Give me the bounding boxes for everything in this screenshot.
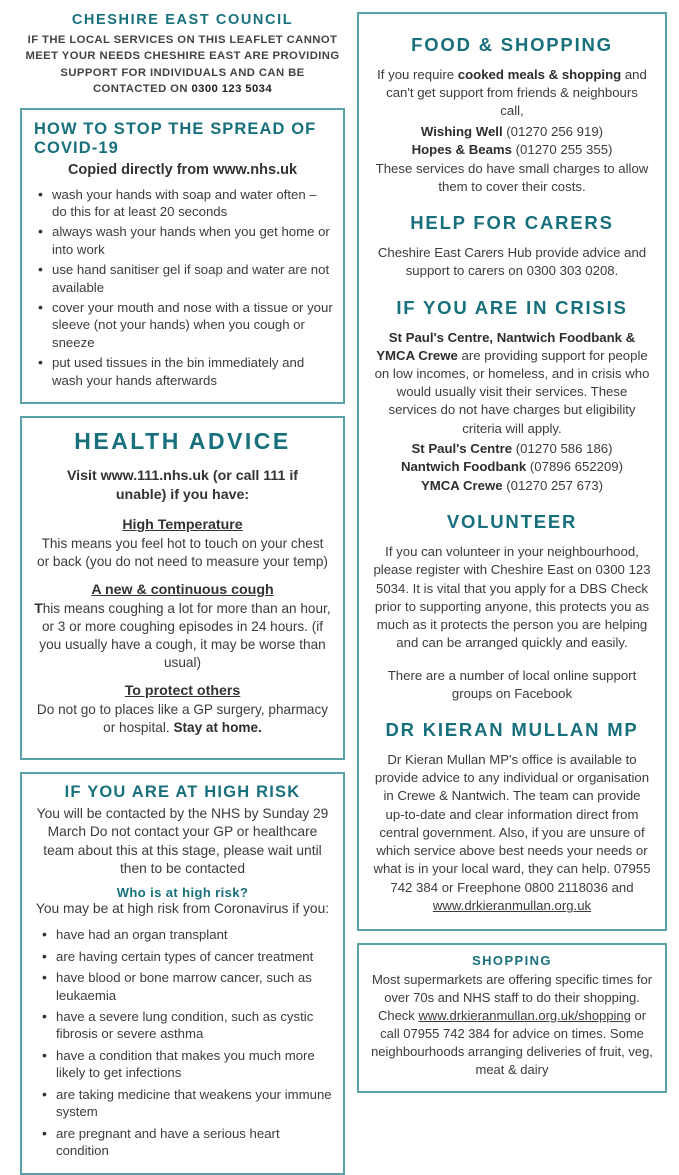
high-risk-para: You will be contacted by the NHS by Sunday 29 March Do not contact your GP or healthcare team about this at this stage, please wait until then to be contacted [36,805,329,877]
hopes-beams-line [373,141,651,159]
bullet-item: • put used tissues in the bin immediately and wash your hands afterwards [38,354,333,389]
council-title: CHESHIRE EAST COUNCIL [71,12,294,28]
food-charges-note: These services do have small charges to allow them to cover their costs. [375,160,649,194]
high-temperature-heading: High Temperature [122,517,243,534]
st-pauls-name: St Paul's Centre [411,440,513,456]
volunteer-para: If you can volunteer in your neighbourhood, please register with Cheshire East on 0300 123 5034. It is vital that you apply for a DBS Check prior to supporting anyone, this protects you as much as it protects the person you are helping and can be arranged quickly and easily. [373,544,651,651]
spread-bullet-list [32,186,333,390]
council-header [20,12,345,98]
council-intro-body: IF THE LOCAL SERVICES ON THIS LEAFLET CANNOT MEET YOUR NEEDS CHESHIRE EAST ARE PROVIDING SUPPORT FOR INDIVIDUALS AND CAN BE CONTACTED ON [25,34,340,96]
bullet-item: • wash your hands with soap and water often – do this for at least 20 seconds [38,186,333,221]
shopping-text-2: or call 07955 742 384 for advice on times. Some neighbourhoods arranging deliveries of fruit, veg, meat & dairy [371,1007,653,1077]
stay-at-home-text: Stay at home. [173,720,262,736]
mp-website-link[interactable]: www.drkieranmullan.org.uk [432,897,592,913]
spread-box [20,108,345,405]
hopes-beams-name: Hopes & Beams [411,142,512,158]
nantwich-foodbank-line [373,458,651,476]
bullet-item: • have had an organ transplant [42,926,333,943]
bullet-item: • are pregnant and have a serious heart condition [42,1125,333,1160]
food-text-2: and can't get support from friends & neighbours call, [386,67,647,119]
nantwich-foodbank-phone: (07896 652209) [526,459,624,475]
shopping-title: SHOPPING [472,952,552,968]
bullet-item: • always wash your hands when you get home or into work [38,223,333,258]
protect-others-body [32,701,333,737]
mp-title: DR KIERAN MULLAN MP [385,719,639,741]
wishing-well-phone: (01270 256 919) [502,123,604,139]
spread-title: HOW TO STOP THE SPREAD OF COVID-19 [34,119,317,157]
help-carers-body: Cheshire East Carers Hub provide advice and support to carers on 0300 303 0208. [377,245,647,279]
crisis-title: IF YOU ARE IN CRISIS [396,296,628,318]
crisis-text: are providing support for people on low incomes, or homeless, and in crisis who would usually visit their services. These services do not have charges but eligibility criteria will apply. [374,347,650,436]
bullet-item: • cover your mouth and nose with a tissue or your sleeve (not your hands) when you cough or sneeze [38,299,333,351]
crisis-orgs-bold: St Paul's Centre, Nantwich Foodbank & YMCA Crewe [376,329,636,363]
continuous-cough-section [32,582,333,672]
council-intro-text [22,32,343,98]
st-pauls-phone: (01270 586 186) [512,440,613,456]
right-column [357,12,667,1077]
high-risk-title: IF YOU ARE AT HIGH RISK [64,782,301,801]
hopes-beams-phone: (01270 255 355) [511,142,613,158]
mp-para [373,751,651,915]
help-carers-title: HELP FOR CARERS [410,212,614,234]
community-support-box [357,12,667,931]
cough-text: his means coughing a lot for more than an hour, or 3 or more coughing episodes in 24 hours. (if you usually have a cough, it may be worse than usual) [39,601,331,671]
shopping-text-1: Most supermarkets are offering specific times for over 70s and NHS staff to do their shopping. Check [371,971,653,1023]
protect-others-section [32,683,333,737]
shopping-box [357,943,667,1093]
bullet-item: • are taking medicine that weakens your immune system [42,1086,333,1121]
high-temperature-section [32,517,333,571]
facebook-groups-note: There are a number of local online support groups on Facebook [387,667,637,701]
food-text-1: If you require [377,67,458,82]
protect-text: Do not go to places like a GP surgery, pharmacy or hospital. [36,702,329,736]
spread-subtitle: Copied directly from www.nhs.uk [67,161,298,178]
health-advice-box [20,416,345,760]
wishing-well-name: Wishing Well [420,123,503,139]
cough-lead: T [34,601,43,617]
ymca-crewe-line [373,477,651,495]
bullet-item: • have a condition that makes you much more likely to get infections [42,1047,333,1082]
ymca-crewe-name: YMCA Crewe [420,477,503,493]
food-shopping-title: FOOD & SHOPPING [411,34,613,55]
mp-text: Dr Kieran Mullan MP's office is available to provide advice to any individual or organisation in Crewe & Nantwich. The team can provide up-to-date and clear information direct from central government. Also, if you are unsure of which service above best needs your needs or what is in your local ward, they can help. 07955 742 384 or Freephone 0800 2118036 and [373,752,651,895]
health-advice-title: HEALTH ADVICE [74,428,291,455]
ymca-crewe-phone: (01270 257 673) [502,477,604,493]
who-high-risk-intro: You may be at high risk from Coronavirus if you: [35,901,330,917]
protect-others-heading: To protect others [124,683,241,700]
health-intro: Visit www.111.nhs.uk (or call 111 if unable) if you have: [66,468,299,504]
nantwich-foodbank-name: Nantwich Foodbank [400,459,527,475]
continuous-cough-body [32,600,333,672]
bullet-item: • have blood or bone marrow cancer, such as leukaemia [42,969,333,1004]
wishing-well-line [373,123,651,141]
high-temperature-body: This means you feel hot to touch on your chest or back (you do not need to measure your temp) [37,536,328,570]
st-pauls-line [373,440,651,458]
high-risk-box [20,772,345,1175]
volunteer-title: VOLUNTEER [446,511,578,533]
bullet-item: • are having certain types of cancer treatment [42,948,333,965]
left-column [20,12,345,1158]
council-phone: 0300 123 5034 [191,83,273,96]
crisis-para [373,329,651,438]
food-shopping-para [373,66,651,121]
continuous-cough-heading: A new & continuous cough [91,582,274,599]
shopping-para [371,971,653,1079]
bullet-item: • use hand sanitiser gel if soap and water are not available [38,261,333,296]
risk-bullet-list [32,926,333,1159]
who-high-risk-heading: Who is at high risk? [116,885,249,901]
shopping-website-link[interactable]: www.drkieranmullan.org.uk/shopping [418,1007,631,1023]
food-bold-phrase: cooked meals & shopping [457,67,622,82]
bullet-item: • have a severe lung condition, such as cystic fibrosis or severe asthma [42,1008,333,1043]
